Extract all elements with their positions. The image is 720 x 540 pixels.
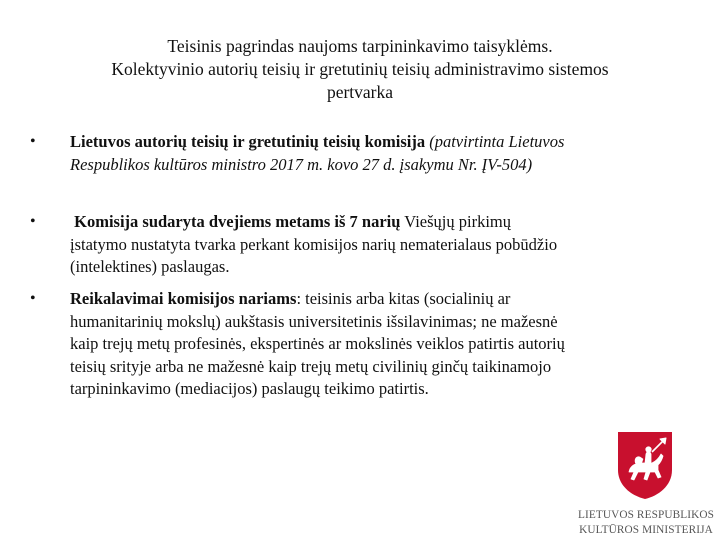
- requirements-text-line-5: tarpininkavimo (mediacijos) paslaugų teikimo patirtis.: [70, 379, 429, 398]
- requirements-text-line-2: humanitarinių mokslų) aukštasis universitetinis išsilavinimas; ne mažesnė: [70, 311, 558, 331]
- bullet-symbol: •: [30, 290, 36, 307]
- title-line-2: Kolektyvinio autorių teisių ir gretutinių teisių administravimo sistemos: [111, 59, 609, 79]
- page-title: [40, 35, 680, 104]
- list-item-text: [70, 211, 690, 279]
- commission-name: Lietuvos autorių teisių ir gretutinių teisių komisija: [70, 132, 426, 151]
- list-item-text: [70, 131, 690, 176]
- composition-text: Viešųjų pirkimų: [400, 212, 511, 231]
- bullet-symbol: •: [30, 133, 36, 150]
- requirements-text-line-3: kaip trejų metų profesinės, ekspertinės ar mokslinės veiklos patirtis autorių: [70, 334, 565, 353]
- approval-note: (patvirtinta Lietuvos: [425, 132, 565, 151]
- approval-note-cont: Respublikos kultūros ministro 2017 m. kovo 27 d. įsakymu Nr. ĮV-504): [70, 154, 533, 174]
- ministry-logo: [573, 426, 719, 538]
- composition-text-line-3: (intelektines) paslaugas.: [70, 257, 230, 276]
- ministry-name-line-1: LIETUVOS RESPUBLIKOS: [577, 509, 714, 521]
- bullet-symbol: •: [30, 213, 36, 230]
- requirements-heading: Reikalavimai komisijos nariams: [70, 289, 297, 308]
- ministry-name-line-2: KULTŪROS MINISTERIJA: [579, 524, 713, 536]
- coat-of-arms-icon: [616, 430, 674, 500]
- requirements-text-line-4: teisių srityje arba ne mažesnė kaip trejų metų civilinių ginčų taikinamojo: [70, 356, 552, 376]
- title-line-1: Teisinis pagrindas naujoms tarpininkavimo taisyklėms.: [167, 36, 553, 56]
- title-line-3: pertvarka: [326, 82, 394, 102]
- ministry-name: [575, 508, 717, 538]
- composition-heading: Komisija sudaryta dvejiems metams iš 7 narių: [74, 212, 401, 231]
- list-item-text: [70, 288, 690, 401]
- requirements-text: : teisinis arba kitas (socialinių ar: [296, 289, 511, 308]
- composition-text-line-2: įstatymo nustatyta tvarka perkant komisijos narių nematerialaus pobūdžio: [70, 234, 558, 254]
